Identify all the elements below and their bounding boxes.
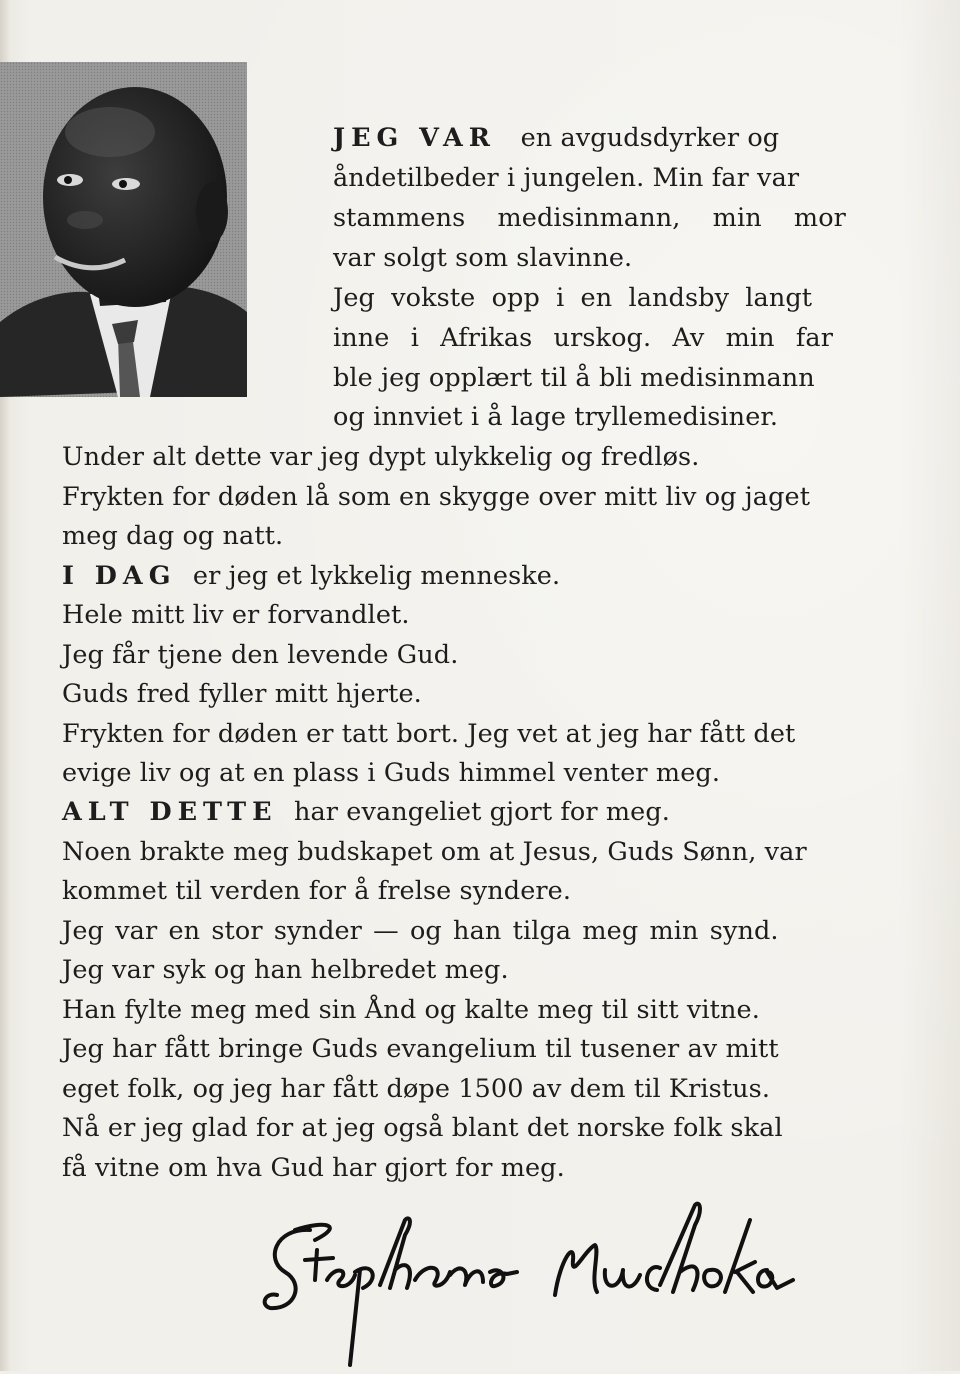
text-line-3 bbox=[333, 198, 846, 238]
i-dag-heading: I DAG bbox=[62, 561, 177, 591]
text-line-26: Nå er jeg glad for at jeg også blant det norske folk skal bbox=[62, 1113, 783, 1143]
text-line-24: Jeg har fått bringe Guds evangelium til tusener av mitt bbox=[62, 1034, 779, 1064]
text-line-3-content: stammens medisinmann, min mor bbox=[333, 203, 846, 233]
text-line-6: inne i Afrikas urskog. Av min far bbox=[333, 323, 833, 353]
text-line-4: var solgt som slavinne. bbox=[333, 243, 633, 273]
text-line-1 bbox=[333, 118, 779, 158]
text-line-21: Jeg var en stor synder — og han tilga meg min synd. bbox=[62, 916, 779, 946]
text-line-15: Guds fred fyller mitt hjerte. bbox=[62, 679, 422, 709]
text-line-12-rest: er jeg et lykkelig menneske. bbox=[192, 561, 561, 591]
text-line-8: og innviet i å lage tryllemedisiner. bbox=[333, 402, 779, 432]
text-line-16: Frykten for døden er tatt bort. Jeg vet at jeg har fått det bbox=[62, 719, 796, 749]
text-line-11: meg dag og natt. bbox=[62, 521, 284, 551]
text-line-12 bbox=[62, 556, 560, 596]
text-line-23: Han fylte meg med sin Ånd og kalte meg til sitt vitne. bbox=[62, 995, 760, 1025]
portrait-icon bbox=[0, 62, 247, 397]
text-line-22: Jeg var syk og han helbredet meg. bbox=[62, 955, 509, 985]
text-line-18-rest: har evangeliet gjort for meg. bbox=[293, 797, 670, 827]
alt-dette-heading: ALT DETTE bbox=[62, 797, 278, 827]
text-line-18 bbox=[62, 792, 670, 832]
text-line-2: åndetilbeder i jungelen. Min far var bbox=[333, 163, 800, 193]
text-line-19: Noen brakte meg budskapet om at Jesus, Guds Sønn, var bbox=[62, 837, 807, 867]
text-line-7: ble jeg opplært til å bli medisinmann bbox=[333, 363, 815, 393]
text-line-5: Jeg vokste opp i en landsby langt bbox=[333, 283, 813, 313]
text-line-13: Hele mitt liv er forvandlet. bbox=[62, 600, 410, 630]
handwritten-signature-icon bbox=[255, 1200, 800, 1370]
text-line-9: Under alt dette var jeg dypt ulykkelig og fredløs. bbox=[62, 442, 700, 472]
text-line-17: evige liv og at en plass i Guds himmel venter meg. bbox=[62, 758, 721, 788]
jeg-var-heading: JEG VAR bbox=[333, 123, 496, 153]
text-line-25: eget folk, og jeg har fått døpe 1500 av dem til Kristus. bbox=[62, 1074, 771, 1104]
text-line-10: Frykten for døden lå som en skygge over mitt liv og jaget bbox=[62, 482, 811, 512]
signature bbox=[255, 1200, 800, 1370]
text-line-27: få vitne om hva Gud har gjort for meg. bbox=[62, 1153, 565, 1183]
portrait-photo bbox=[0, 62, 247, 397]
text-line-14: Jeg får tjene den levende Gud. bbox=[62, 640, 459, 670]
text-line-1-rest: en avgudsdyrker og bbox=[520, 123, 780, 153]
text-line-20: kommet til verden for å frelse syndere. bbox=[62, 876, 572, 906]
